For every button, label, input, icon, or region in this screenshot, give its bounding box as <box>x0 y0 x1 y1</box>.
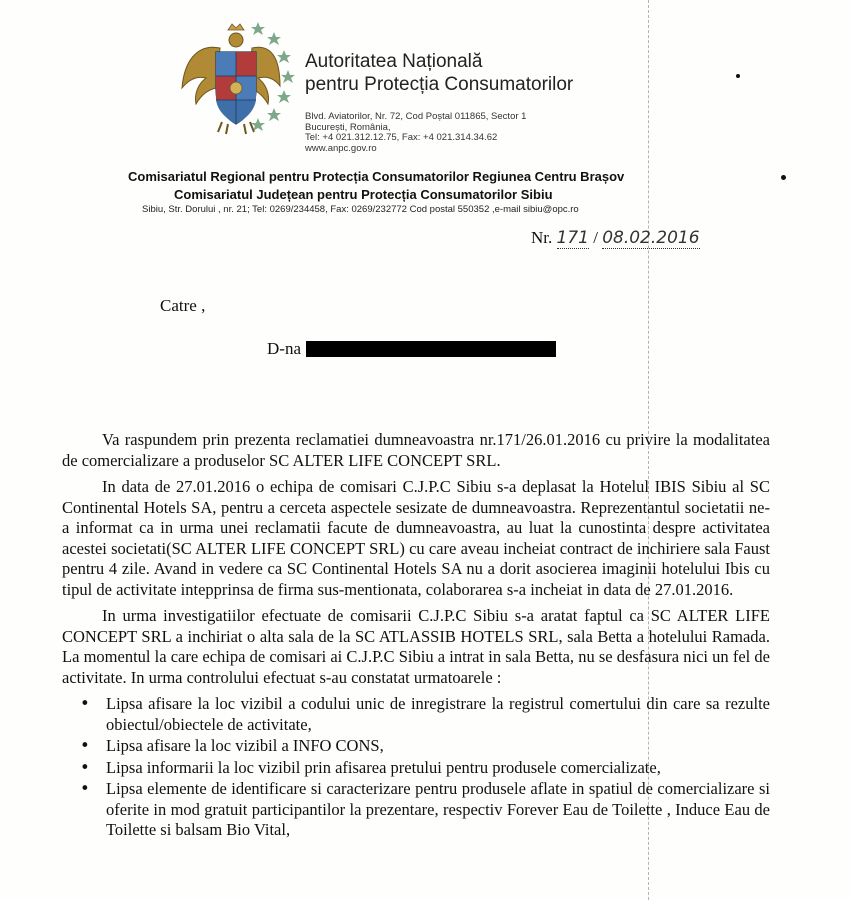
reference-separator: / <box>593 228 598 247</box>
scan-speck <box>736 74 740 78</box>
paragraph-1: Va raspundem prin prezenta reclamatiei dumneavoastra nr.171/26.01.2016 cu privire la modalitatea de comercializare a produselor SC ALTER LIFE CONCEPT SRL. <box>62 430 770 470</box>
finding-item: • Lipsa informarii la loc vizibil prin afisarea pretului pentru produsele comercializate, <box>106 758 770 779</box>
address-line-2: București, România, <box>305 121 391 133</box>
paragraph-2: In data de 27.01.2016 o echipa de comisari C.J.P.C Sibiu s-a deplasat la Hotelul IBIS Sibiu al SC Continental Hotels SA, pentru a cerceta aspectele sesizate de dumneavoastra. Reprezentantul societatii ne-a informat ca in urma unei reclamatii facute de dumneavoastra, au luat la cunostinta despre activitatea acestei societati(SC ALTER LIFE CONCEPT SRL) cu care aveau incheiat contract de inchiriere sala Faust pentru 4 zile. Avand in vedere ca SC Continental Hotels SA nu a dorit asocierea imaginii hotelului Ibis cu tipul de activitate intepprinsa de firma sus-mentionata, colaborarea s-a incheiat in data de 27.01.2016. <box>62 477 770 599</box>
reference-number <box>531 228 700 248</box>
organization-name-line1: Autoritatea Națională <box>305 51 483 72</box>
reference-date: 08.02.2016 <box>602 228 700 248</box>
scan-speck <box>781 175 786 180</box>
findings-list <box>62 694 770 841</box>
scan-bleed-through <box>775 0 850 190</box>
finding-item: • Lipsa afisare la loc vizibil a INFO CONS, <box>106 736 770 757</box>
recipient-label: D-na <box>267 339 301 358</box>
finding-item: • Lipsa elemente de identificare si caracterizare pentru produsele aflate in spatiul de comercializare si oferite in mod gratuit participantilor la prezentare, respectiv Forever Eau de Toilette , Induce Eau de Toilette si balsam Bio Vital, <box>106 779 770 841</box>
organization-name-line2: pentru Protecția Consumatorilor <box>305 74 574 95</box>
redacted-name <box>306 341 556 357</box>
county-office-contact: Sibiu, Str. Dorului , nr. 21; Tel: 0269/234458, Fax: 0269/232772 Cod postal 550352 ,e-mail sibiu@opc.ro <box>142 204 579 215</box>
recipient-line <box>267 339 556 359</box>
finding-item: • Lipsa afisare la loc vizibil a codului unic de inregistrare la registrul comertului din care sa rezulte obiectul/obiectele de activitate, <box>106 694 770 735</box>
letter-body <box>62 430 770 842</box>
regional-office-line1: Comisariatul Regional pentru Protecția Consumatorilor Regiunea Centru Brașov <box>128 169 625 184</box>
address-line-1: Blvd. Aviatorilor, Nr. 72, Cod Poștal 011865, Sector 1 <box>305 111 527 122</box>
organization-title <box>305 50 573 96</box>
regional-office-heading <box>128 168 768 204</box>
address-line-3: Tel: +4 021.312.12.75, Fax: +4 021.314.34.62 <box>305 132 498 143</box>
reference-number-value: 171 <box>556 228 589 248</box>
paragraph-3: In urma investigatiilor efectuate de comisarii C.J.P.C Sibiu s-a aratat faptul ca SC ALTER LIFE CONCEPT SRL a inchiriat o alta sala de la SC ATLASSIB HOTELS SRL, sala Betta a hotelului Ramada. La momentul la care echipa de comisari ai C.J.P.C Sibiu a intrat in sala Betta, nu se desfasura nici un fel de activitate. In urma controlului efectuat s-au constatat urmatoarele : <box>62 606 770 687</box>
county-office-line2: Comisariatul Județean pentru Protecția Consumatorilor Sibiu <box>174 187 553 202</box>
salutation: Catre , <box>160 296 206 315</box>
reference-label: Nr. <box>531 228 553 247</box>
address-line-4: www.anpc.gov.ro <box>305 142 377 154</box>
coat-of-arms-logo <box>176 18 298 136</box>
organization-address <box>305 112 526 154</box>
